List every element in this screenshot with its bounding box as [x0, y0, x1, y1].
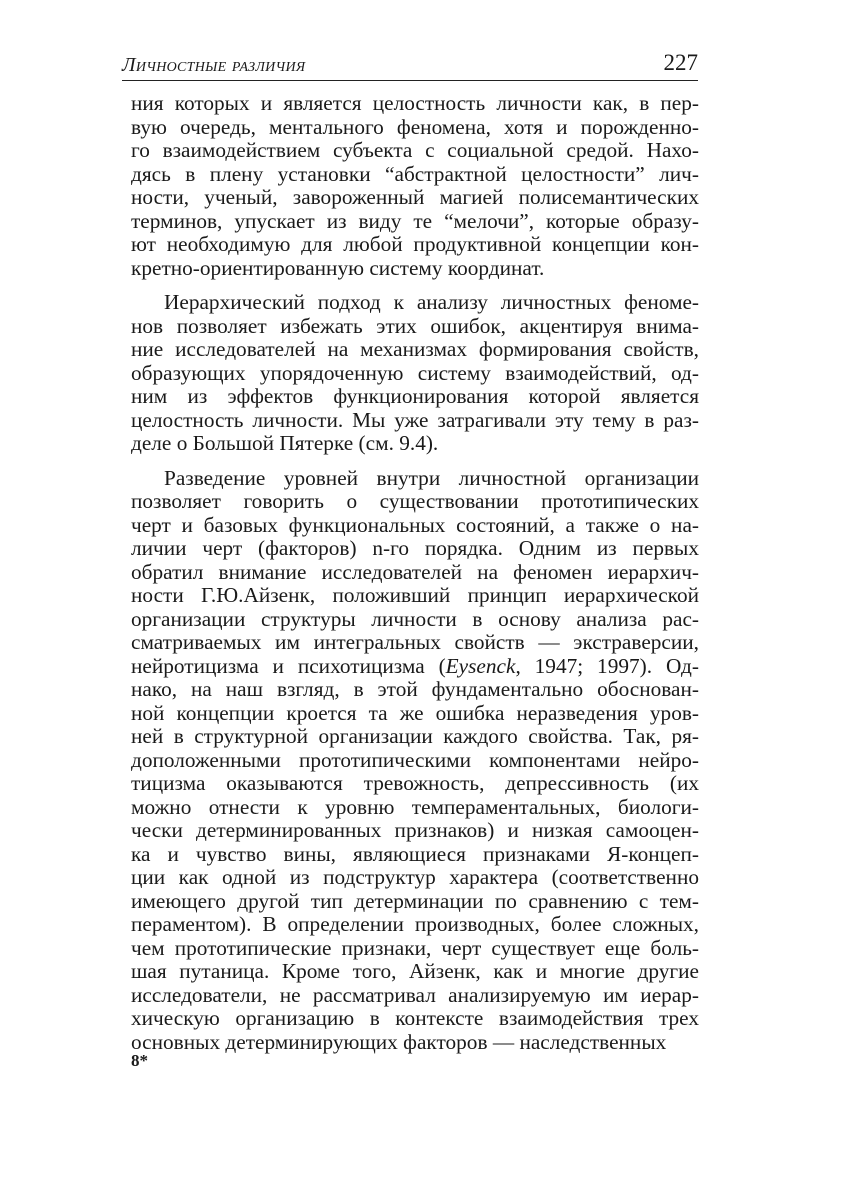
text-line: терминов, упускает из виду те “мелочи”, которые образу-: [131, 209, 699, 233]
text-line: кретно-ориентированную систему координат.: [131, 256, 545, 280]
text-line: доположенными прототипическими компонентами нейро-: [131, 748, 699, 772]
running-title: Личностные различия: [122, 54, 306, 76]
text-line: имеющего другой тип детерминации по сравнению с тем-: [131, 889, 699, 913]
text-line: Иерархический подход к анализу личностных феноме-: [164, 291, 699, 314]
text-line: тицизма оказываются тревожность, депрессивность (их: [131, 772, 699, 795]
paragraph-gap: [131, 456, 699, 467]
text-line: ной концепции кроется та же ошибка неразведения уров-: [131, 701, 699, 725]
paragraph-gap: [131, 280, 699, 291]
text-line: Разведение уровней внутри личностной организации: [164, 466, 699, 490]
text-line: обратил внимание исследователей на феномен иерархич-: [131, 560, 699, 584]
text-line: позволяет говорить о существовании прототипических: [131, 490, 699, 513]
text-line: хическую организацию в контексте взаимодействия трех: [131, 1007, 699, 1030]
cited-author: Eysenck: [445, 654, 516, 678]
text-line: ка и чувство вины, являющиеся признаками Я-концеп-: [131, 842, 699, 866]
text-line: нов позволяет избежать этих ошибок, акцентируя внима-: [131, 314, 699, 338]
text-line: пераментом). В определении производных, более сложных,: [131, 913, 699, 936]
text-line: чем прототипические признаки, черт существует еще боль-: [131, 936, 699, 960]
text-line: ции как одной из подструктур характера (соответственно: [131, 866, 699, 889]
text-line: го взаимодействием субъекта с социальной средой. Нахо-: [131, 139, 699, 162]
text-line: целостность личности. Мы уже затрагивали эту тему в раз-: [131, 408, 699, 432]
body-text: [131, 92, 699, 1054]
text-line: черт и базовых функциональных состояний, а также о на-: [131, 513, 699, 537]
text-line: шая путаница. Кроме того, Айзенк, как и многие другие: [131, 960, 699, 983]
text-line: нейротицизма и психотицизма (Eysenck, 1947; 1997). Од-: [131, 654, 699, 678]
page-number: 227: [663, 50, 698, 75]
text-line: деле о Большой Пятерке (см. 9.4).: [131, 432, 439, 455]
paragraph: [131, 291, 699, 456]
text-line: ют необходимую для любой продуктивной концепции кон-: [131, 233, 699, 256]
text-line: ним из эффектов функционирования которой является: [131, 385, 699, 408]
text-line: дясь в плену установки “абстрактной целостности” лич-: [131, 162, 699, 186]
text-line: ние исследователей на механизмах формирования свойств,: [131, 338, 699, 361]
text-line: чески детерминированных признаков) и низкая самооцен-: [131, 819, 699, 842]
text-line: нако, на наш взгляд, в этой фундаментально обоснован-: [131, 678, 699, 701]
text-line: ней в структурной организации каждого свойства. Так, ря-: [131, 725, 699, 748]
text-line: основных детерминирующих факторов — наследственных: [131, 1030, 667, 1054]
text-line: ности, ученый, завороженный магией полисемантических: [131, 186, 699, 209]
text-line: исследователи, не рассматривал анализируемую им иерар-: [131, 983, 699, 1007]
text-line: ности Г.Ю.Айзенк, положивший принцип иерархической: [131, 584, 699, 607]
text-line: можно отнести к уровню темпераментальных, биологи-: [131, 795, 699, 819]
signature-mark: 8*: [131, 1051, 148, 1070]
running-header: [122, 46, 698, 81]
text-line: вую очередь, ментального феномена, хотя и порожденно-: [131, 115, 699, 139]
text-line: образующих упорядоченную систему взаимодействий, од-: [131, 361, 699, 385]
text-line: ния которых и является целостность личности как, в пер-: [131, 92, 699, 115]
text-line: организации структуры личности в основу анализа рас-: [131, 607, 699, 631]
paragraph: [131, 92, 699, 280]
text-line: сматриваемых им интегральных свойств — экстраверсии,: [131, 631, 699, 654]
paragraph: [131, 467, 699, 1055]
text-line: личии черт (факторов) n-го порядка. Одним из первых: [131, 537, 699, 560]
